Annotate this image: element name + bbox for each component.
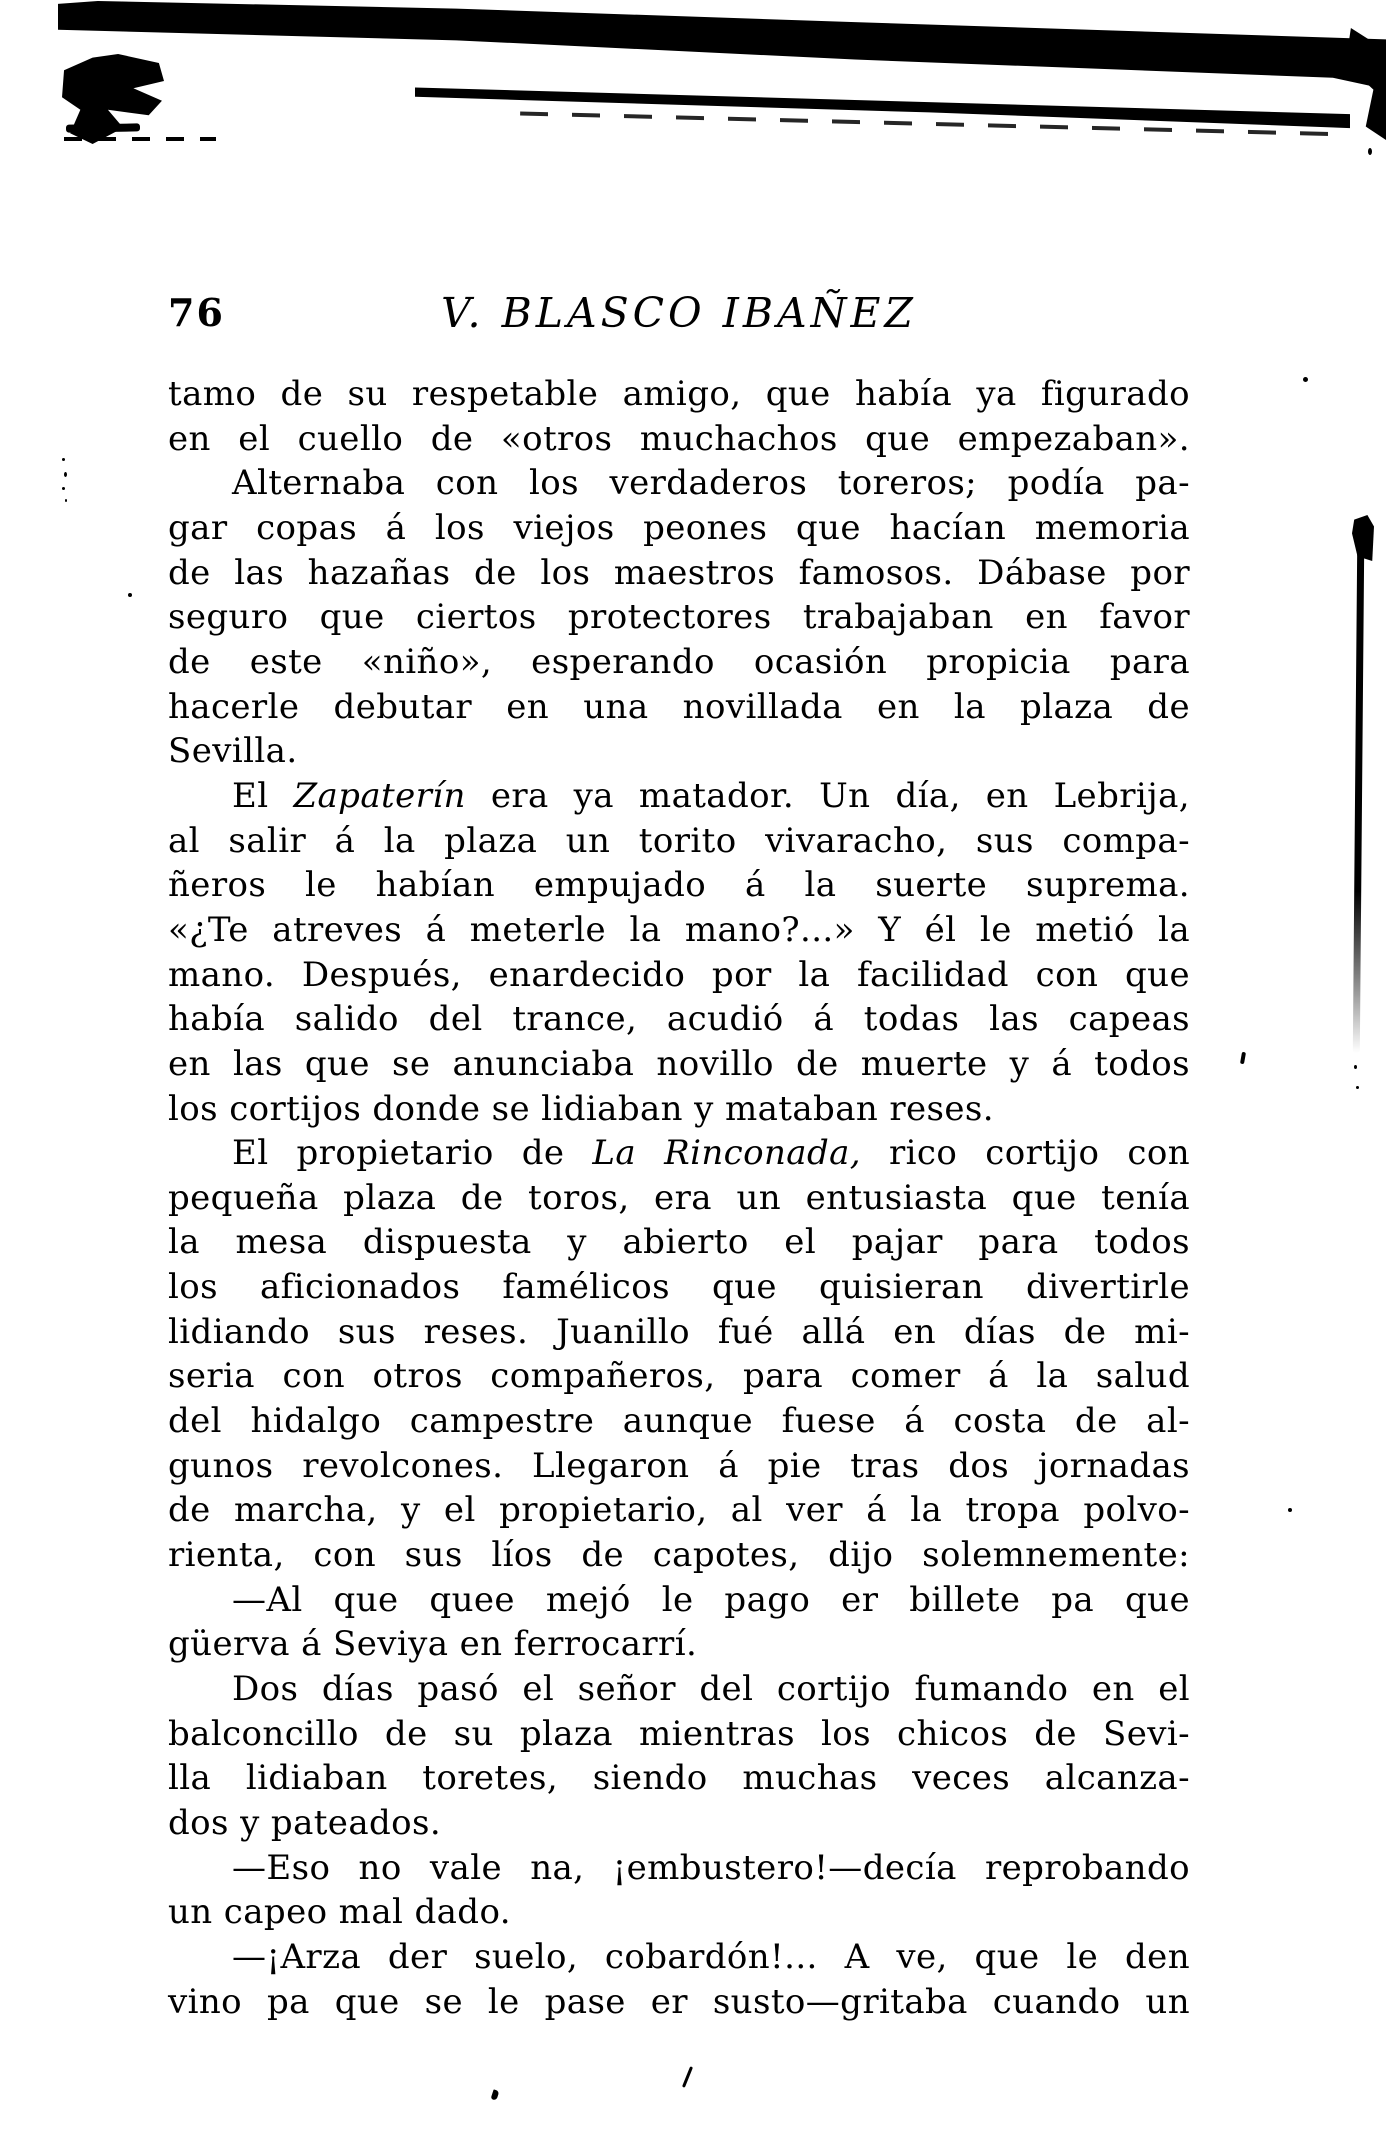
text-line <box>168 372 1190 417</box>
text-segment: un capeo mal dado. <box>168 1892 511 1933</box>
text-line <box>168 685 1190 730</box>
text-segment: Sevilla. <box>168 731 298 772</box>
text-line <box>168 819 1190 864</box>
text-segment: seria con otros compañeros, para comer á la salud <box>168 1356 1190 1397</box>
text-segment: rienta, con sus líos de capotes, dijo solemnemente: <box>168 1535 1190 1576</box>
text-segment: Alternaba con los verdaderos toreros; podía pa- <box>232 463 1190 504</box>
text-line <box>168 1980 1190 2025</box>
text-line <box>168 1399 1190 1444</box>
scan-speck <box>682 2066 693 2088</box>
scan-artifact-right-streak <box>1353 548 1364 1053</box>
text-line <box>168 953 1190 998</box>
text-segment: mano. Después, enardecido por la facilidad con que <box>168 954 1190 995</box>
text-segment: en el cuello de «otros muchachos que empezaban». <box>168 418 1190 459</box>
text-line <box>168 1131 1190 1176</box>
page-number: 76 <box>168 290 225 335</box>
text-segment: tamo de su respetable amigo, que había ya figurado <box>168 374 1190 414</box>
text-segment: la mesa dispuesta y abierto el pajar para todos <box>168 1222 1190 1263</box>
page-header <box>168 290 1190 336</box>
scan-artifact-top-band <box>58 0 1386 96</box>
italic-text-segment: Zapaterín <box>293 775 466 816</box>
text-segment: había salido del trance, acudió á todas las capeas <box>168 999 1190 1040</box>
text-segment: balconcillo de su plaza mientras los chicos de Sevi- <box>168 1713 1190 1754</box>
text-line <box>168 863 1190 908</box>
text-line <box>168 774 1190 819</box>
text-line <box>168 908 1190 953</box>
text-line <box>168 461 1190 506</box>
text-segment: El propietario de <box>232 1133 593 1174</box>
text-segment: pequeña plaza de toros, era un entusiasta que tenía <box>168 1177 1190 1218</box>
text-segment: de las hazañas de los maestros famosos. Dábase por <box>168 552 1190 593</box>
text-line <box>168 1087 1190 1132</box>
text-segment: dos y pateados. <box>168 1803 442 1843</box>
text-segment: al salir á la plaza un torito vivaracho, sus compa- <box>168 820 1190 861</box>
text-line <box>168 1444 1190 1489</box>
text-line <box>168 1712 1190 1757</box>
text-line <box>168 1488 1190 1533</box>
text-line <box>168 1265 1190 1310</box>
text-line <box>168 506 1190 551</box>
text-line <box>168 997 1190 1042</box>
text-segment: los cortijos donde se lidiaban y mataban reses. <box>168 1088 994 1129</box>
text-segment: hacerle debutar en una novillada en la plaza de <box>168 686 1190 727</box>
text-line <box>168 1176 1190 1221</box>
scan-speck <box>128 593 132 597</box>
scan-speck <box>65 499 67 502</box>
text-segment: vino pa que se le pase er susto—gritaba cuando un <box>168 1981 1190 2022</box>
text-segment: gar copas á los viejos peones que hacían memoria <box>168 507 1190 548</box>
text-line <box>168 1890 1190 1935</box>
text-segment: seguro que ciertos protectores trabajaban en favor <box>168 597 1190 638</box>
scan-speck <box>1368 148 1372 155</box>
scan-speck <box>1288 1508 1292 1512</box>
text-segment: del hidalgo campestre aunque fuese á costa de al- <box>168 1401 1190 1442</box>
text-line <box>168 417 1190 462</box>
text-segment: «¿Te atreves á meterle la mano?...» Y él le metió la <box>168 909 1190 950</box>
scan-speck <box>491 2089 500 2100</box>
text-segment: los aficionados famélicos que quisieran divertirle <box>168 1267 1190 1308</box>
text-segment: de marcha, y el propietario, al ver á la tropa polvo- <box>168 1490 1190 1531</box>
text-line <box>168 1220 1190 1265</box>
text-segment: El <box>232 775 294 816</box>
text-segment: güerva á Seviya en ferrocarrí. <box>168 1624 698 1665</box>
text-segment: lidiando sus reses. Juanillo fué allá en días de mi- <box>168 1311 1190 1352</box>
page-text <box>168 372 1190 2024</box>
text-line <box>168 1756 1190 1801</box>
text-line <box>168 1667 1190 1712</box>
text-segment: era ya matador. Un día, en Lebrija, <box>465 775 1190 816</box>
scan-speck <box>1240 1052 1246 1065</box>
text-segment: —Al que quee mejó le pago er billete pa que <box>232 1579 1190 1620</box>
text-line <box>168 1578 1190 1623</box>
text-segment: lla lidiaban toretes, siendo muchas veces alcanza- <box>168 1758 1190 1799</box>
running-title: V. BLASCO IBAÑEZ <box>441 289 917 337</box>
scan-speck <box>1354 1065 1357 1069</box>
text-line <box>168 595 1190 640</box>
text-segment: —Eso no vale na, ¡embustero!—decía reprobando <box>232 1847 1190 1888</box>
text-segment: de este «niño», esperando ocasión propicia para <box>168 641 1190 682</box>
italic-text-segment: La Rinconada, <box>592 1133 861 1174</box>
text-line <box>168 1846 1190 1891</box>
text-line <box>168 551 1190 596</box>
text-line <box>168 1042 1190 1087</box>
scan-artifact-left-dots <box>64 137 216 141</box>
text-segment: Dos días pasó el señor del cortijo fumando en el <box>232 1669 1190 1710</box>
text-line <box>168 1310 1190 1355</box>
text-segment: gunos revolcones. Llegaron á pie tras dos jornadas <box>168 1445 1190 1486</box>
text-segment: —¡Arza der suelo, cobardón!... A ve, que le den <box>232 1936 1190 1977</box>
text-line <box>168 729 1190 774</box>
text-segment: ñeros le habían empujado á la suerte suprema. <box>168 865 1190 906</box>
scan-speck <box>62 487 65 490</box>
text-line <box>168 1801 1190 1846</box>
text-segment: rico cortijo con <box>860 1133 1190 1174</box>
text-line <box>168 1533 1190 1578</box>
scan-speck <box>1303 377 1308 382</box>
scan-artifact-left-dash <box>66 123 140 132</box>
scan-speck <box>64 472 67 477</box>
text-line <box>168 1622 1190 1667</box>
text-line <box>168 1354 1190 1399</box>
text-line <box>168 640 1190 685</box>
scan-speck <box>62 458 65 461</box>
text-line <box>168 1935 1190 1980</box>
scan-speck <box>1356 1086 1359 1089</box>
text-segment: en las que se anunciaba novillo de muerte y á todos <box>168 1043 1190 1084</box>
